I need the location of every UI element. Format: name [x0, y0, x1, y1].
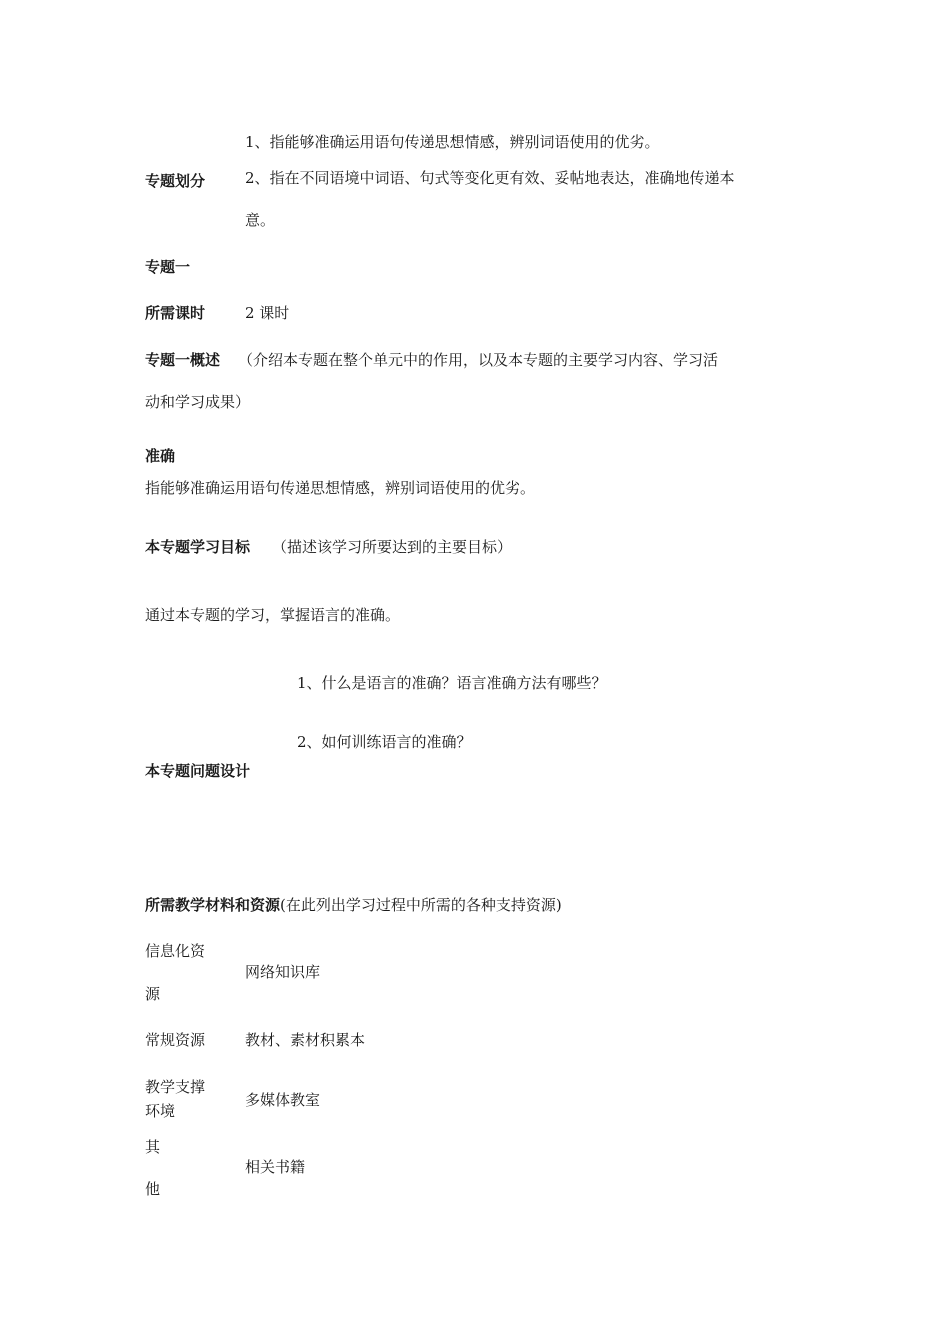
- accuracy-heading: 准确: [145, 447, 176, 465]
- division-label: 专题划分: [145, 172, 206, 190]
- overview-text-line2: 动和学习成果）: [145, 393, 251, 411]
- resource-name-3-line2: 环境: [145, 1102, 176, 1120]
- resource-value-2: 教材、素材积累本: [245, 1031, 366, 1049]
- goals-hint: （描述该学习所要达到的主要目标）: [272, 538, 513, 556]
- goals-text: 通过本专题的学习，掌握语言的准确。: [145, 606, 401, 624]
- accuracy-text: 指能够准确运用语句传递思想情感，辨别词语使用的优劣。: [145, 479, 536, 497]
- question-1: 1、什么是语言的准确？语言准确方法有哪些？: [297, 674, 607, 692]
- resource-name-3-line1: 教学支撑: [145, 1078, 206, 1096]
- hours-label: 所需课时: [145, 304, 206, 322]
- resources-heading: [145, 895, 562, 915]
- resource-value-1: 网络知识库: [245, 963, 321, 981]
- overview-text-line1: （介绍本专题在整个单元中的作用，以及本专题的主要学习内容、学习活: [238, 351, 719, 369]
- division-item-1: 1、指能够准确运用语句传递思想情感，辨别词语使用的优劣。: [245, 133, 660, 151]
- question-2: 2、如何训练语言的准确？: [297, 733, 472, 751]
- goals-label: 本专题学习目标: [145, 538, 251, 556]
- resource-name-2: 常规资源: [145, 1031, 206, 1049]
- resource-value-4: 相关书籍: [245, 1158, 306, 1176]
- resource-name-1-line1: 信息化资: [145, 942, 206, 960]
- resource-name-1-line2: 源: [145, 985, 161, 1003]
- resource-value-3: 多媒体教室: [245, 1091, 321, 1109]
- resource-name-4-line2: 他: [145, 1180, 161, 1198]
- division-item-2-line1: 2、指在不同语境中词语、句式等变化更有效、妥帖地表达，准确地传递本: [245, 169, 735, 187]
- overview-label: 专题一概述: [145, 351, 221, 369]
- questions-label: 本专题问题设计: [145, 762, 251, 780]
- resource-name-4-line1: 其: [145, 1138, 161, 1156]
- hours-value: 2 课时: [245, 304, 290, 322]
- topic-heading: 专题一: [145, 258, 191, 276]
- resources-label: 所需教学材料和资源: [145, 896, 281, 914]
- division-item-2-line2: 意。: [245, 211, 276, 229]
- resources-hint: (在此列出学习过程中所需的各种支持资源): [280, 896, 562, 914]
